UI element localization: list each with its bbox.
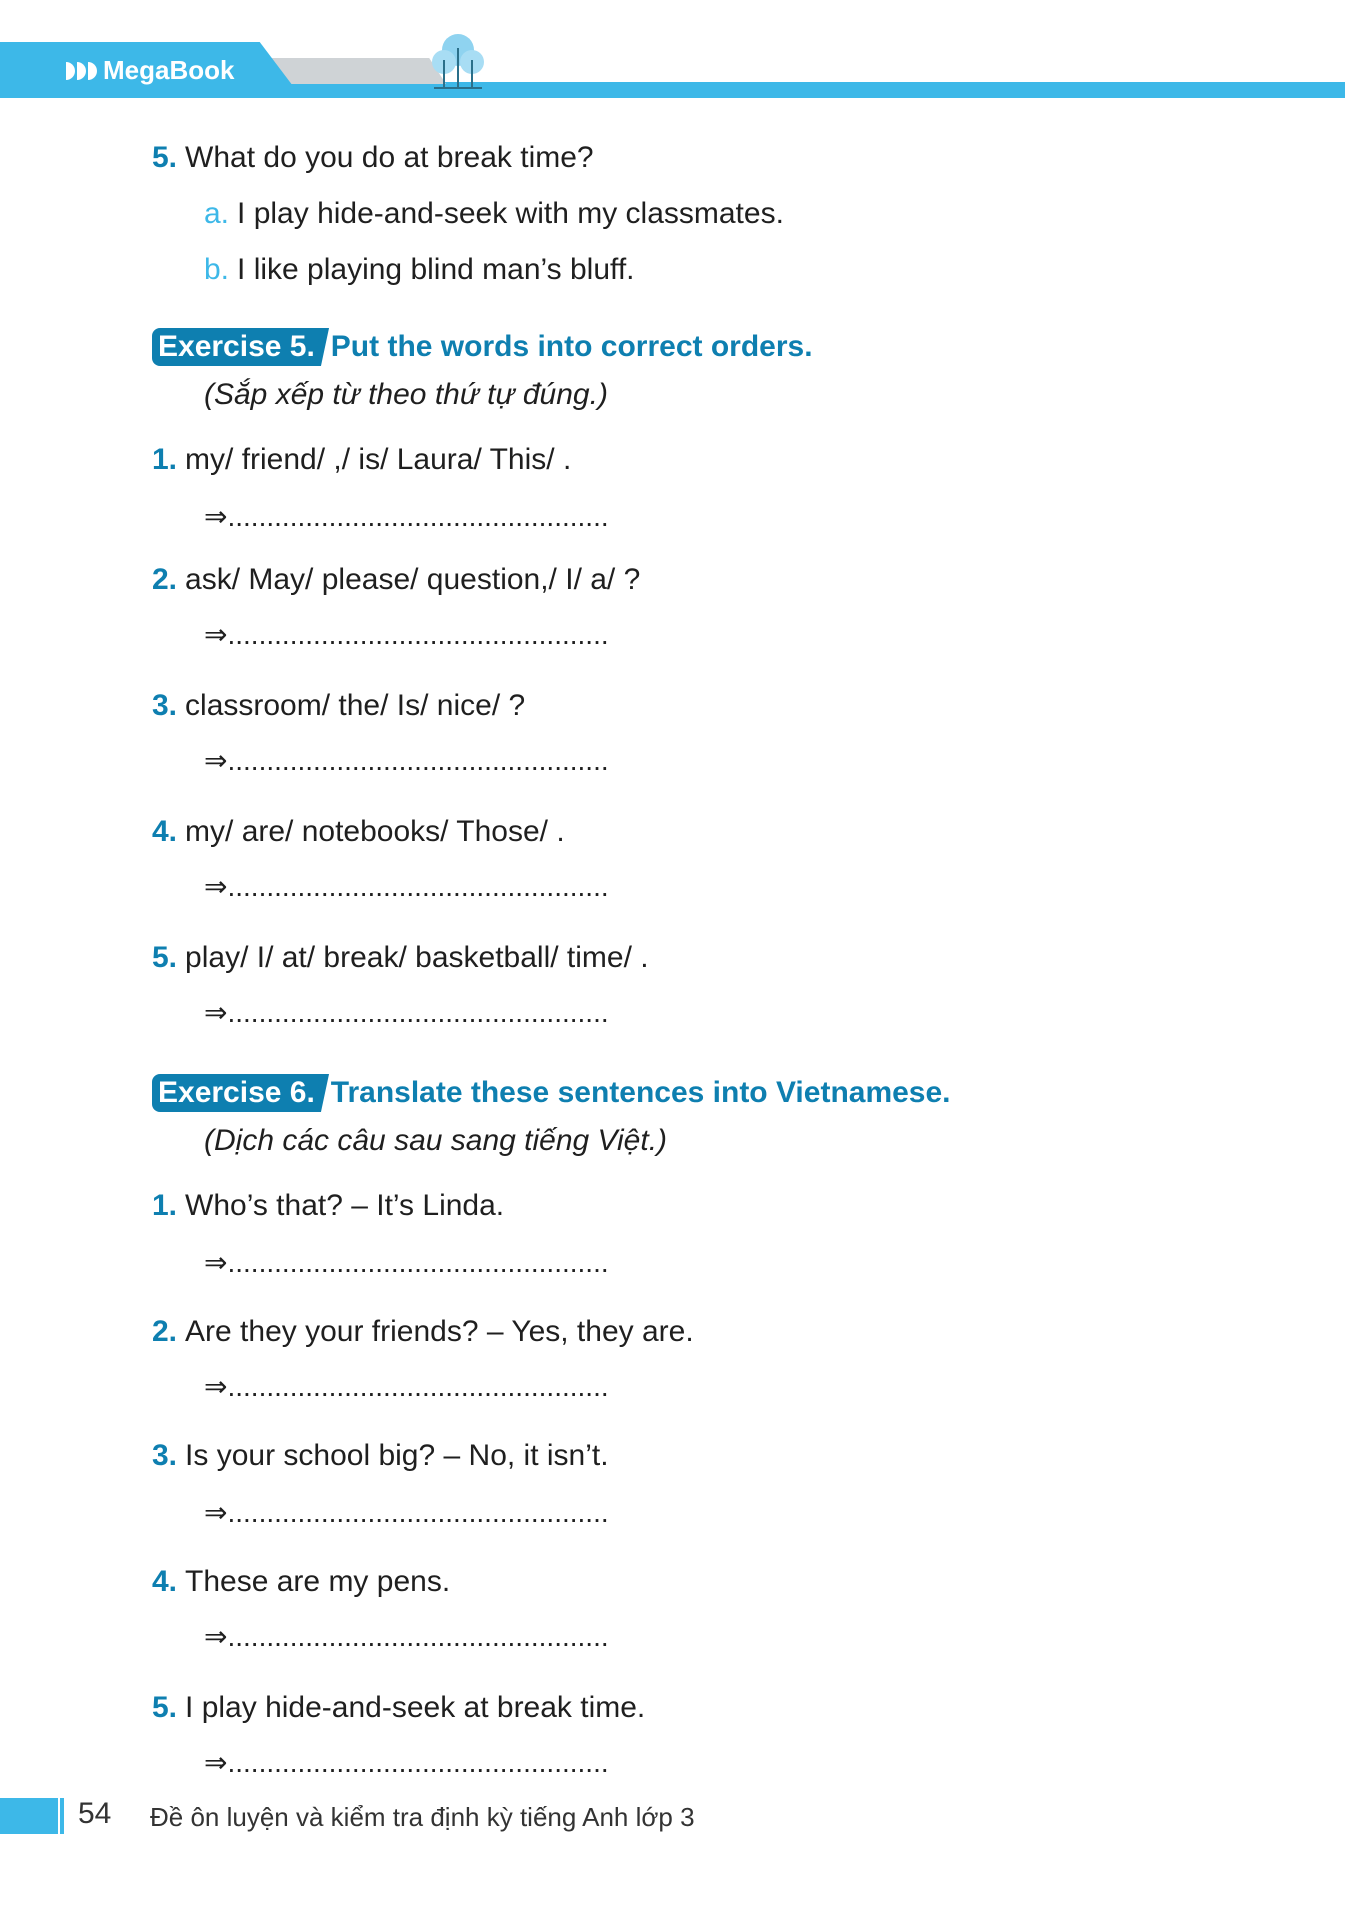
ex5-answer-5: ⇒.................................................	[204, 997, 609, 1028]
footer-divider	[60, 1798, 64, 1834]
ex6-item-2: 2. Are they your friends? – Yes, they are.	[152, 1315, 694, 1348]
option-b: b. I like playing blind man’s bluff.	[204, 253, 635, 286]
ex5-item-1: 1. my/ friend/ ,/ is/ Laura/ This/ .	[152, 443, 572, 476]
exercise-6-subtitle: (Dịch các câu sau sang tiếng Việt.)	[204, 1124, 668, 1157]
brand-name: MegaBook	[103, 55, 235, 85]
ex5-item-5: 5. play/ I/ at/ break/ basketball/ time/ .	[152, 941, 649, 974]
exercise-5-title: Put the words into correct orders.	[330, 330, 813, 363]
exercise-6-heading	[152, 1074, 951, 1112]
page-number: 54	[78, 1797, 112, 1830]
ex5-answer-1: ⇒.................................................	[204, 501, 609, 532]
ex5-item-4: 4. my/ are/ notebooks/ Those/ .	[152, 815, 565, 848]
ex5-item-2: 2. ask/ May/ please/ question,/ I/ a/ ?	[152, 563, 641, 596]
trees-icon	[428, 30, 488, 92]
exercise-5-subtitle: (Sắp xếp từ theo thứ tự đúng.)	[204, 378, 608, 411]
footer-bar	[0, 1798, 58, 1834]
exercise-5-label: Exercise 5.	[152, 328, 321, 366]
exercise-5-heading	[152, 328, 813, 366]
ex6-answer-1: ⇒.................................................	[204, 1247, 609, 1278]
ex6-item-4: 4. These are my pens.	[152, 1565, 451, 1598]
ex6-answer-2: ⇒.................................................	[204, 1371, 609, 1402]
ex6-item-5: 5. I play hide-and-seek at break time.	[152, 1691, 646, 1724]
ex5-answer-3: ⇒.................................................	[204, 745, 609, 776]
option-a: a. I play hide-and-seek with my classmates.	[204, 197, 784, 230]
exercise-6-title: Translate these sentences into Vietnamese.	[330, 1076, 951, 1109]
ex6-answer-4: ⇒.................................................	[204, 1621, 609, 1652]
ex5-answer-2: ⇒.................................................	[204, 619, 609, 650]
book-title: Đề ôn luyện và kiểm tra định kỳ tiếng Anh lớp 3	[150, 1802, 695, 1832]
brand-mark-icon	[66, 62, 97, 80]
ex5-answer-4: ⇒.................................................	[204, 871, 609, 902]
question-prev-5: 5. What do you do at break time?	[152, 141, 594, 174]
ex6-item-3: 3. Is your school big? – No, it isn’t.	[152, 1439, 609, 1472]
exercise-6-label: Exercise 6.	[152, 1074, 321, 1112]
ex6-item-1: 1. Who’s that? – It’s Linda.	[152, 1189, 505, 1222]
brand-logo	[66, 55, 234, 86]
ex6-answer-5: ⇒.................................................	[204, 1747, 609, 1778]
ex6-answer-3: ⇒.................................................	[204, 1497, 609, 1528]
ex5-item-3: 3. classroom/ the/ Is/ nice/ ?	[152, 689, 526, 722]
